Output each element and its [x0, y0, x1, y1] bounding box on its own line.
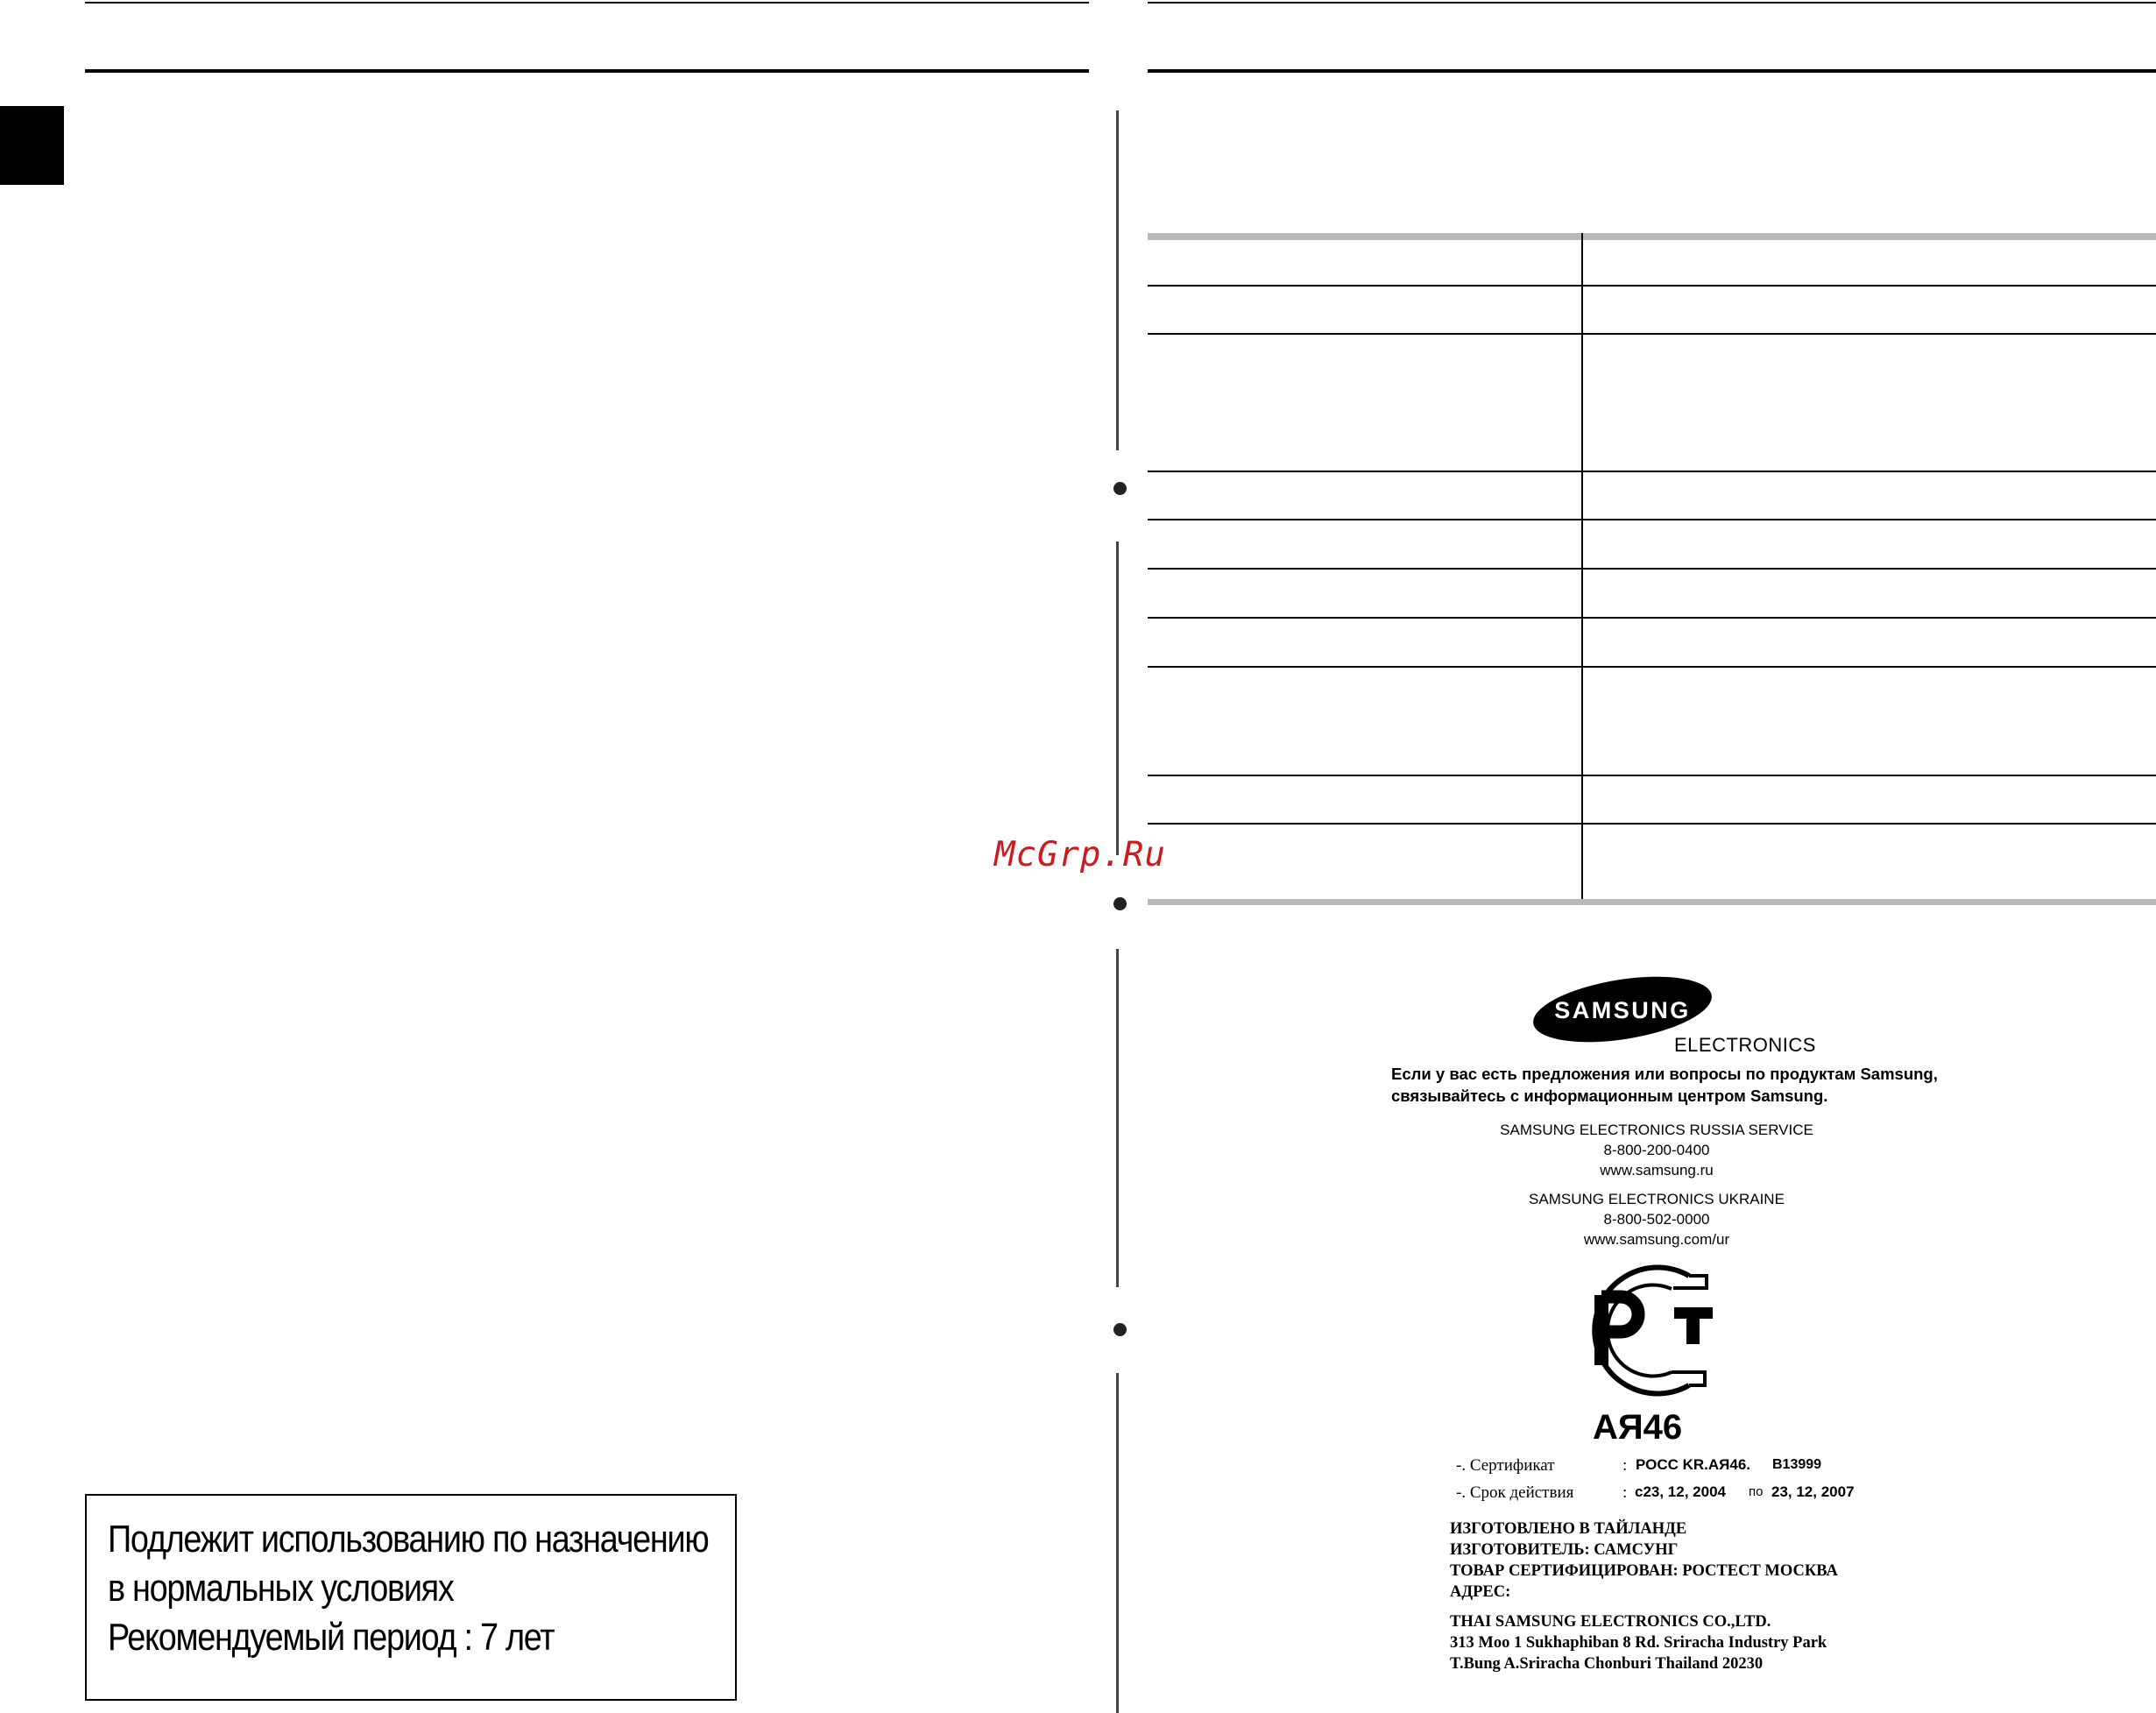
validity-from: c23, 12, 2004 — [1635, 1483, 1726, 1500]
table-row — [1148, 519, 2156, 520]
certified-by: ТОВАР СЕРТИФИЦИРОВАН: РОСТЕСТ МОСКВА — [1450, 1562, 1838, 1580]
russia-service-phone: 8-800-200-0400 — [1603, 1142, 1710, 1158]
certificate-row — [1456, 1456, 1822, 1476]
binding-line-lower — [1116, 949, 1119, 1287]
table-row — [1148, 568, 2156, 570]
binding-line-middle — [1116, 542, 1119, 855]
address-line: THAI SAMSUNG ELECTRONICS CO.,LTD. — [1450, 1613, 1771, 1631]
table-top-rule — [1148, 233, 2156, 240]
contact-intro-line: связывайтесь с информационным центром Samsung. — [1391, 1087, 1828, 1105]
maker-name: ИЗГОТОВИТЕЛЬ: САМСУНГ — [1450, 1541, 1679, 1559]
notice-line: Рекомендуемый период : 7 лет — [108, 1616, 555, 1659]
address-line: T.Bung A.Sriracha Chonburi Thailand 20230 — [1450, 1655, 1764, 1673]
binding-line-bottom — [1116, 1373, 1119, 1713]
validity-to: 23, 12, 2007 — [1771, 1483, 1855, 1500]
validity-separator: : — [1622, 1483, 1628, 1502]
binding-dot — [1113, 897, 1127, 910]
top-rule-right — [1148, 69, 2156, 73]
binding-dot — [1113, 482, 1127, 495]
address-line: 313 Moo 1 Sukhaphiban 8 Rd. Sriracha Industry Park — [1450, 1634, 1827, 1652]
top-rule-right-thin — [1148, 2, 2156, 4]
usage-notice-box — [85, 1494, 737, 1701]
ukraine-service-web[interactable]: www.samsung.com/ur — [1583, 1231, 1730, 1248]
top-rule-left-thin — [85, 2, 1089, 4]
binding-dot — [1113, 1323, 1127, 1336]
table-row — [1148, 471, 2156, 472]
certificate-separator: : — [1622, 1456, 1628, 1475]
table-row — [1148, 617, 2156, 619]
made-in: ИЗГОТОВЛЕНО В ТАЙЛАНДЕ — [1450, 1520, 1687, 1538]
russia-service-name: SAMSUNG ELECTRONICS RUSSIA SERVICE — [1500, 1122, 1813, 1138]
logo-wordmark: SAMSUNG — [1554, 997, 1691, 1023]
binding-line-top — [1116, 110, 1119, 450]
chapter-tab — [0, 106, 64, 185]
table-row — [1148, 775, 2156, 776]
certificate-number: B13999 — [1772, 1457, 1822, 1472]
notice-line: Подлежит использованию по назначению — [108, 1518, 709, 1561]
validity-label: -. Срок действия — [1456, 1483, 1574, 1502]
top-rule-left — [85, 69, 1089, 73]
contact-intro-line: Если у вас есть предложения или вопросы по продуктам Samsung, — [1391, 1065, 1938, 1083]
table-row — [1148, 823, 2156, 825]
ukraine-service-name: SAMSUNG ELECTRONICS UKRAINE — [1529, 1191, 1785, 1207]
russia-service-web[interactable]: www.samsung.ru — [1600, 1162, 1714, 1179]
watermark: McGrp.Ru — [994, 835, 1166, 874]
logo-subtitle: ELECTRONICS — [1674, 1034, 1816, 1056]
table-bottom-rule — [1148, 899, 2156, 905]
table-row — [1148, 285, 2156, 287]
table-row — [1148, 333, 2156, 335]
certification-code: АЯ46 — [1593, 1408, 1683, 1447]
certificate-label: -. Сертификат — [1456, 1456, 1555, 1475]
ukraine-service-phone: 8-800-502-0000 — [1603, 1211, 1710, 1228]
notice-line: в нормальных условиях — [108, 1567, 454, 1610]
pct-certification-mark — [1558, 1258, 1733, 1412]
validity-to-word: по — [1749, 1484, 1764, 1499]
certificate-value: РОСС KR.АЯ46. — [1636, 1456, 1751, 1473]
address-label: АДРЕС: — [1450, 1583, 1511, 1601]
validity-row — [1456, 1483, 1855, 1503]
table-row — [1148, 666, 2156, 668]
